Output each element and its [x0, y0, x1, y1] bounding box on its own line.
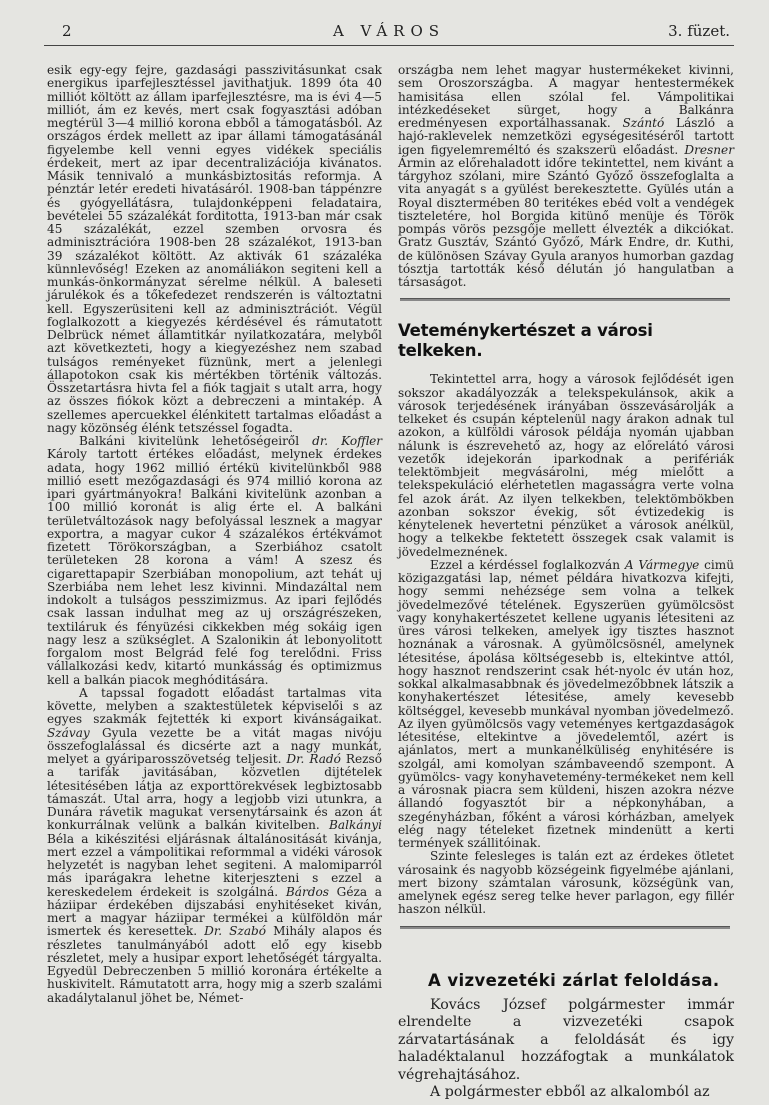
person-name: Dresner: [684, 142, 734, 157]
person-name: Balkányi: [329, 818, 382, 833]
section-divider: [400, 926, 730, 929]
article-heading: A vizvezetéki zárlat feloldása.: [428, 970, 720, 990]
person-name: Dr. Radó: [286, 752, 341, 766]
paragraph: Balkáni kivitelünk lehetőségeiről dr. Koffler Károly tartott értékes előadást, melynek érdekes adata, hogy 1962 millió értékü kivitelünkből 988 millió esett mezőgazdasági és 974 millió korona az ipari gyártmányokra! Balkáni kivitelünk azonban a 100 millió koronát is alig érte el. A balkáni területváltozások nagy befolyással lesznek a magyar exportra, a magyar cukor 4 százalékos értékvámot fizetett Törökországban, a Szerbiához csatolt területeken 28 korona a vám! A szesz és cigarettapapir Szerbiában monopolium, azt tehát uj Szerbiába nem lehet lesz kivinni. Mindazáltal nem indokolt a tulságos pesszimizmus. Az ipari fejlődés csak lassan indulhat meg az uj országrészeken, textiláruk és fényüzési cikkekben még sokáig igen nagy lesz a szükséglet. A Szalonikin át lebonyolitott forgalom most Belgrád felé fog terelődni. Friss vállalkozási kedv, kitartó munkásság és optimizmus kell a balkán piacok meghóditására.: [47, 434, 383, 687]
paragraph: országba nem lehet magyar hustermékeket kivinni, sem Oroszországba. A magyar hentestermékek hamisitása ellen szólal fel. Vámpolitikai intézkedéseket sürget, hogy a Balkánra eredményesen exportálhassanak. Szántó László a hajó-raklevelek nemzetközi egységesitéséről tartott igen figyelemreméltó és szakszerü előadást. Dresner Ármin az előrehaladott időre tekintettel, nem kivánt a tárgyhoz szólani, mire Szántó Győző összefoglalta a vita anyagát s a gyülést berekesztette. Gyülés után a Royal disztermében 80 teritékes ebéd volt a vendégek tiszteletére, hol Borgida kitünő menüje és Török pompás vörös pezsgője mellett élvezték a dikciókat. Gratz Gusztáv, Szántó Győző, Márk Endre, dr. Kuthi, de különösen Szávay Gyula aranyos humorban gazdag tósztja tartották késő délután jó hangulatban a társaságot.: [398, 63, 734, 289]
paragraph: esik egy-egy fejre, gazdasági passzivitásunkat csak energikus iparfejlesztéssel javithatjuk. 1899 óta 40 milliót költött az állam iparfejlesztésre, ma is évi 4—5 milliót, ám ez kevés, mert csak fogyasztási adóban megtérül 3—4 millió korona ebből a támogatásból. Az országos érdek mellett az ipar állami támogatásánál figyelembe kell venni egyes vidékek speciális érdekeit, mert az ipar decentralizációja kivánatos. Másik tennivaló a munkásbiztositás reformja. A pénztár letér eredeti hivatásáról. 1908-ban táppénzre és gyógyellátásra, tulajdonképpeni feladataira, bevételei 55 százalékát forditotta, 1913-ban már csak 45 százalékát, ezzel szemben orvosra és adminisztrációra 1908-ben 28 százalékot, 1913-ban 39 százalékot költött. Az aktivák 61 százaléka künnlevőség! Ezeken az anomáliákon segiteni kell a munkás-önkormányzat sérelme nélkül. A baleseti járulékok és a tőkefedezet rendszerén is változtatni kell. Egyszerüsiteni kell az adminisztrációt. Végül foglalkozott a kiegyezés kérdésével és rámutatott Delbrück német államtitkár nyilatkozatára, melyből azt következteti, hogy a kiegyezéshez nem szabad tulságos reményeket füznünk, mert a jelenlegi állapotokon csak kis mértékben történik változás. Összetartásra hivta fel a fiók tagjait s utalt arra, hogy az összes fiókok közt a debreczeni a mintakép. A szellemes apercuekkel élénkitett tartalmas előadást a nagy közönség élénk tetszéssel fogadta.: [47, 63, 382, 435]
page-header: [44, 22, 734, 44]
header-rule: [44, 45, 734, 46]
paragraph: Tekintettel arra, hogy a városok fejlődését igen sokszor akadályozzák a telekspekulánsok, akik a városok terjedésének irányában összevásárolják a telkeket és csupán képtelenül nagy árakon adnak tul azokon, a külföldi városok példája nyomán ujabban nálunk is észrevehető az, hogy az előrelátó városi vezetők idejekorán iparkodnak a perifériák telektömbjeit megvásárolni, még mielőtt a telekspekuláció elérhetetlen magasságra verte volna fel azok árát. Az ilyen telkekben, telektömbökben azonban sokszor évekig, sőt évtizedekig is kénytelenek hevertetni pénzüket a városok anélkül, hogy a telkekbe fektetett összegek csak valamit is jövedelmeznének.: [398, 372, 734, 559]
person-name: Bárdos: [285, 884, 329, 899]
person-name: Dr. Szabó: [204, 924, 267, 939]
paragraph: A polgármester ebből az alkalomból az: [430, 1084, 710, 1100]
paragraph: Szinte felesleges is talán ezt az érdekes ötletet városaink és nagyobb községeink figyelmébe ajánlani, mert bizony számtalan városunk, községünk van, amelynek egész sereg telke hever parlagon, egy fillér haszon nélkül.: [398, 849, 734, 917]
page-number: 2: [62, 22, 72, 40]
person-name: Szávay: [47, 725, 90, 740]
issue-number: 3. füzet.: [668, 22, 730, 40]
person-name: dr. Koffler: [312, 434, 383, 448]
right-column: [398, 64, 734, 1102]
article-heading: Veteménykertészet a városi telkeken.: [398, 321, 653, 361]
section-divider: [400, 298, 730, 301]
left-column: [47, 64, 382, 1005]
publication-name: A Vármegye: [624, 557, 700, 572]
paragraph: Ezzel a kérdéssel foglalkozván A Vármegye cimü közigazgatási lap, német példára hivatkozva kifejti, hogy semmi nehézsége sem volna a telkek jövedelmezővé tételének. Egyszerüen gyümölcsöst vagy konyhakertészetet kellene ugyanis létesiteni az üres városi telkeken, amelyek igy tisztes hasznot hoznának a városnak. A gyümölcsösnél, amelynek létesitése, ápolása költségesebb is, eltekintve attól, hogy hasznot rendszerint csak hét-nyolc év után hoz, sokkal alkalmasabbnak és jövedelmezőbbnek látszik a konyhakertészet létesitése, amely kevesebb költséggel, kevesebb munkával nyomban jövedelmező. Az ilyen gyümölcsös vagy veteményes kertgazdaságok létesitése, eltekintve a jövedelemtől, azért is ajánlatos, mert a munkanélküliség enyhitésére is szolgál, ami komolyan számbaveendő szempont. A gyümölcs- vagy konyhavetemény-termékeket nem kell a városnak piacra sem küldeni, hiszen azokra nézve állandó fogyasztót bir a népkonyhában, a szegényházban, főként a városi kórházban, amelyek elég nagy tételeket fizetnek mindenütt a kerti termények szállitóinak.: [398, 557, 734, 850]
person-name: Szántó: [622, 116, 665, 130]
paragraph: Kovács József polgármester immár elrendelte a vizvezetéki csapok zárvatartásának a feloldását és igy haladéktalanul hozzáfogtak a munkálatok végrehajtásához.: [398, 996, 734, 1083]
publication-title: A VÁROS: [332, 22, 446, 40]
paragraph: A tapssal fogadott előadást tartalmas vita követte, melyben a szaktestületek képviselői s az egyes szakmák fejtették ki export kivánságaikat. Szávay Gyula vezette be a vitát magas nivóju összefoglalással és dicsérte azt a nagy munkát, melyet a gyáriparosszövetség teljesit. Dr. Radó Rezső a tarifák javitásában, közvetlen dijtételek létesitésében látja az exporttörekvések legbiztosabb támaszát. Utal arra, hogy a legjobb vizi utunkra, a Dunára rávetik magukat versenytársaink és azon át konkurrálnak velünk a balkán kivitelben. Balkányi Béla a kikészitési eljárásnak általánositását kivánja, mert ezzel a vámpolitikai reformmal a vidéki városok helyzetét is nagyban lehet segiteni. A malomiparról más iparágakra lehetne kiterjeszteni s ezzel a kereskedelem érdekeit is szolgálná. Bárdos Géza a háziipar érdekében dijszabási enyhitéseket kiván, mert a magyar háziipar termékei a külföldön már ismertek és keresettek. Dr. Szabó Mihály alapos és részletes tanulmányából adott elő egy kisebb részletet, mely a husipar export lehetőségét tárgyalta. Egyedül Debreczenben 5 millió koronára értékelte a huskivitelt. Rámutatott arra, hogy mig a szerb szalámi akadálytalanul jöhet be, Német-: [47, 685, 383, 1005]
